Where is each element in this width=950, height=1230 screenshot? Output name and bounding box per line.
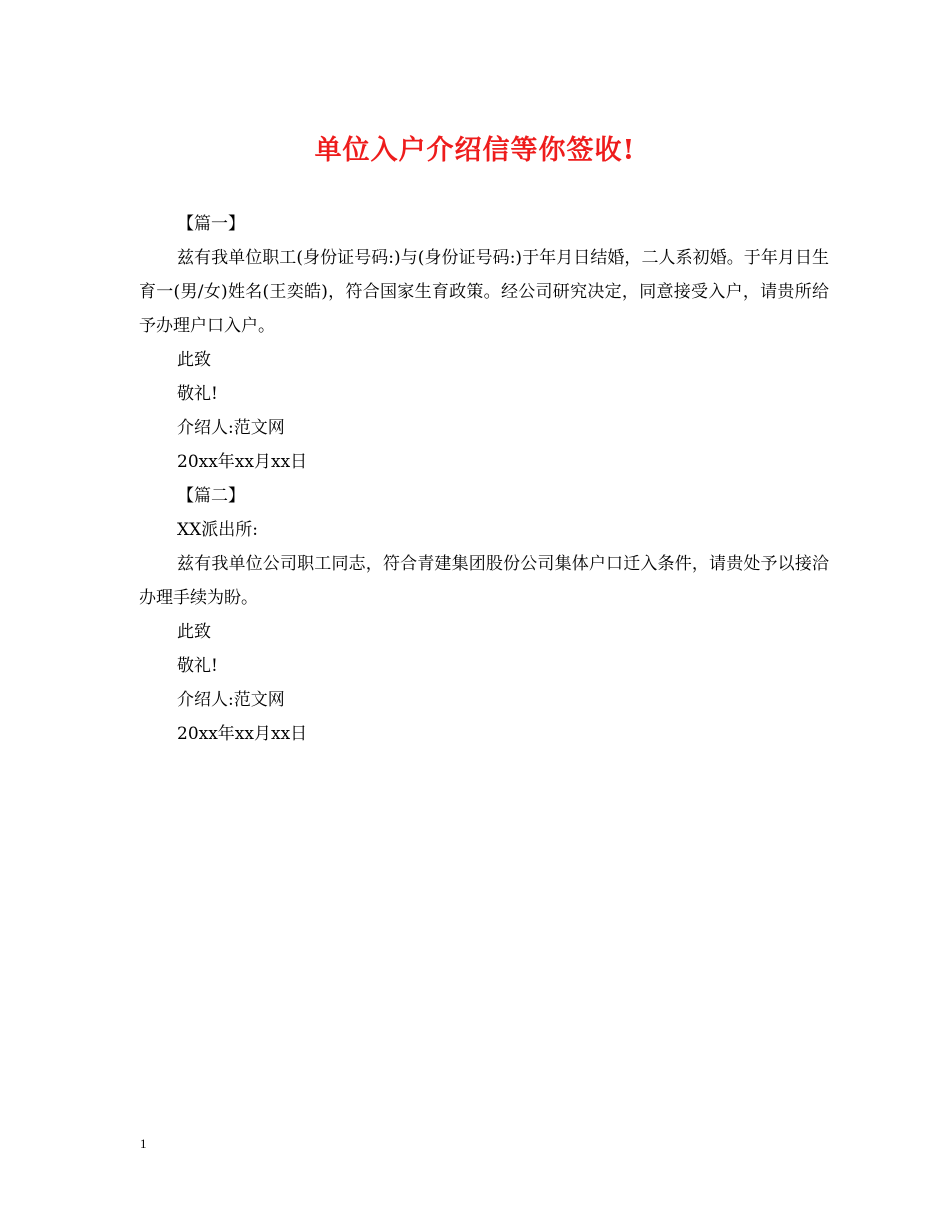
date-1: 20xx年xx月xx日 xyxy=(177,452,308,472)
introducer-2: 介绍人:范文网 xyxy=(177,690,285,710)
section-heading-1: 【篇一】 xyxy=(177,214,245,234)
salute-2: 敬礼! xyxy=(177,656,218,676)
salute-1: 敬礼! xyxy=(177,384,218,404)
section-paragraph-1: 兹有我单位职工(身份证号码:)与(身份证号码:)于年月日结婚，二人系初婚。于年月日生育一(男/女)姓名(王奕皓)，符合国家生育政策。经公司研究决定，同意接受入户，请贵所给予办理户口入户。 xyxy=(139,248,829,336)
section-paragraph-2: 兹有我单位公司职工同志，符合青建集团股份公司集体户口迁入条件，请贵处予以接洽办理手续为盼。 xyxy=(139,554,829,608)
introducer-1: 介绍人:范文网 xyxy=(177,418,285,438)
closing-2: 此致 xyxy=(177,622,211,642)
section-heading-2: 【篇二】 xyxy=(177,486,245,506)
document-body xyxy=(139,207,829,751)
addressee-2: XX派出所: xyxy=(177,520,258,540)
date-2: 20xx年xx月xx日 xyxy=(177,724,308,744)
page-number: 1 xyxy=(140,1136,147,1151)
document-title: 单位入户介绍信等你签收! xyxy=(314,135,636,166)
closing-1: 此致 xyxy=(177,350,211,370)
